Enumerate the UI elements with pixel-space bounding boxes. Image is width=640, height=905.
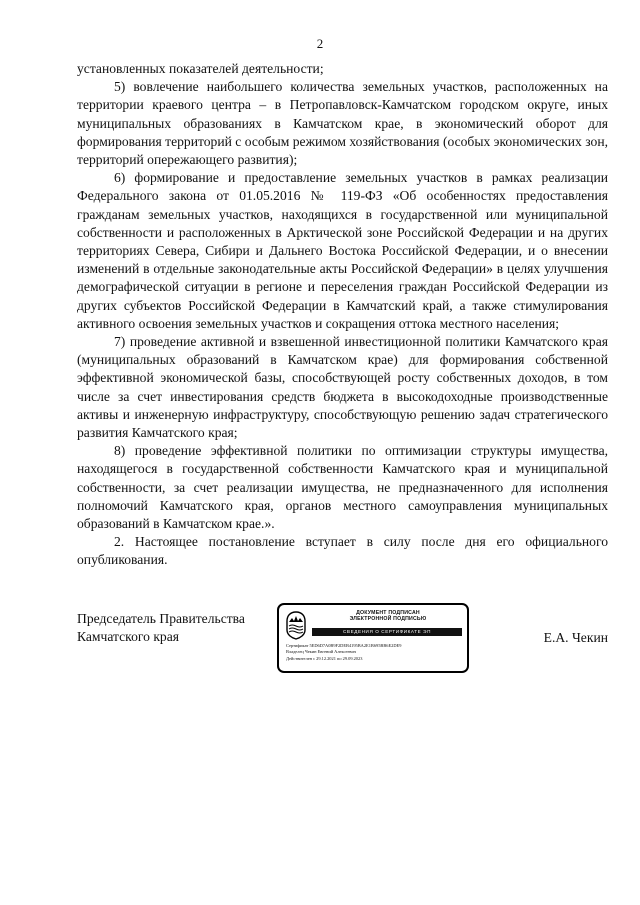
- page-number: 2: [316, 36, 324, 51]
- signatory-position-line2: Камчатского края: [77, 629, 180, 645]
- paragraph-continuation: установленных показателей деятельности;: [77, 61, 324, 76]
- signatory-name: Е.А. Чекин: [543, 630, 608, 645]
- electronic-signature-stamp: [277, 603, 469, 673]
- signatory-position: [77, 610, 245, 646]
- stamp-validity: Действителен с 29.12.2021 по 29.09.2023: [286, 655, 363, 661]
- stamp-title-line1: ДОКУМЕНТ ПОДПИСАН: [356, 610, 420, 616]
- signatory-position-line1: Председатель Правительства: [77, 611, 245, 626]
- paragraph-effective-date: 2. Настоящее постановление вступает в силу после дня его официального опубликования.: [77, 534, 608, 568]
- paragraph-item-5: 5) вовлечение наибольшего количества земельных участков, расположенных на территории краевого центра – в Петропавловск-Камчатском городском округе, иных муниципальных образованиях в Камчатском крае, в экономический оборот для формирования территорий с особым режимом хозяйствования (особых экономических зон, территорий опережающего развития);: [77, 79, 608, 168]
- stamp-certificate: Сертификат 5ED6D7A0B9F2DEB4195BA2E1B695BB6E2DE9: [286, 643, 402, 648]
- coat-of-arms-icon: [284, 610, 308, 640]
- stamp-title-line2: ЭЛЕКТРОННОЙ ПОДПИСЬЮ: [349, 616, 427, 622]
- stamp-owner: Владелец Чекин Евгений Алексеевич: [286, 649, 357, 655]
- paragraph-item-8: 8) проведение эффективной политики по оптимизации структуры имущества, находящегося в государственной собственности Камчатского края и муниципальной собственности, за счет реализации имущества, не предназначенного для исполнения полномочий Камчатского края, органов местного самоуправления муниципальных образований в Камчатском крае.».: [77, 443, 608, 532]
- stamp-title: [315, 610, 461, 622]
- paragraph-item-6: 6) формирование и предоставление земельных участков в рамках реализации Федерального закона от 01.05.2016 № 119-ФЗ «Об особенностях предоставления гражданам земельных участков, находящихся в государственной или муниципальной собственности и расположенных в Арктической зоне Российской Федерации и на других территориях Севера, Сибири и Дальнего Востока Российской Федерации, и о внесении изменений в отдельные законодательные акты Российской Федерации» в целях улучшения демографической ситуации в регионе и переселения граждан Российской Федерации из других субъектов Российской Федерации в Камчатский край, а также стимулирования активного освоения земельных участков и сокращения оттока местного населения;: [77, 170, 608, 331]
- stamp-certificate-bar: СВЕДЕНИЯ О СЕРТИФИКАТЕ ЭП: [312, 628, 462, 636]
- paragraph-item-7: 7) проведение активной и взвешенной инвестиционной политики Камчатского края (муниципальных образований в Камчатском крае) для формирования собственной эффективной экономической базы, способствующей росту собственных доходов, в том числе за счет инвестирования средств бюджета в высокодоходные производственные активы и инженерную инфраструктуру, способствующую решению задач стратегического развития Камчатского края;: [77, 334, 608, 441]
- stamp-details: [286, 643, 462, 662]
- document-body: [77, 60, 608, 570]
